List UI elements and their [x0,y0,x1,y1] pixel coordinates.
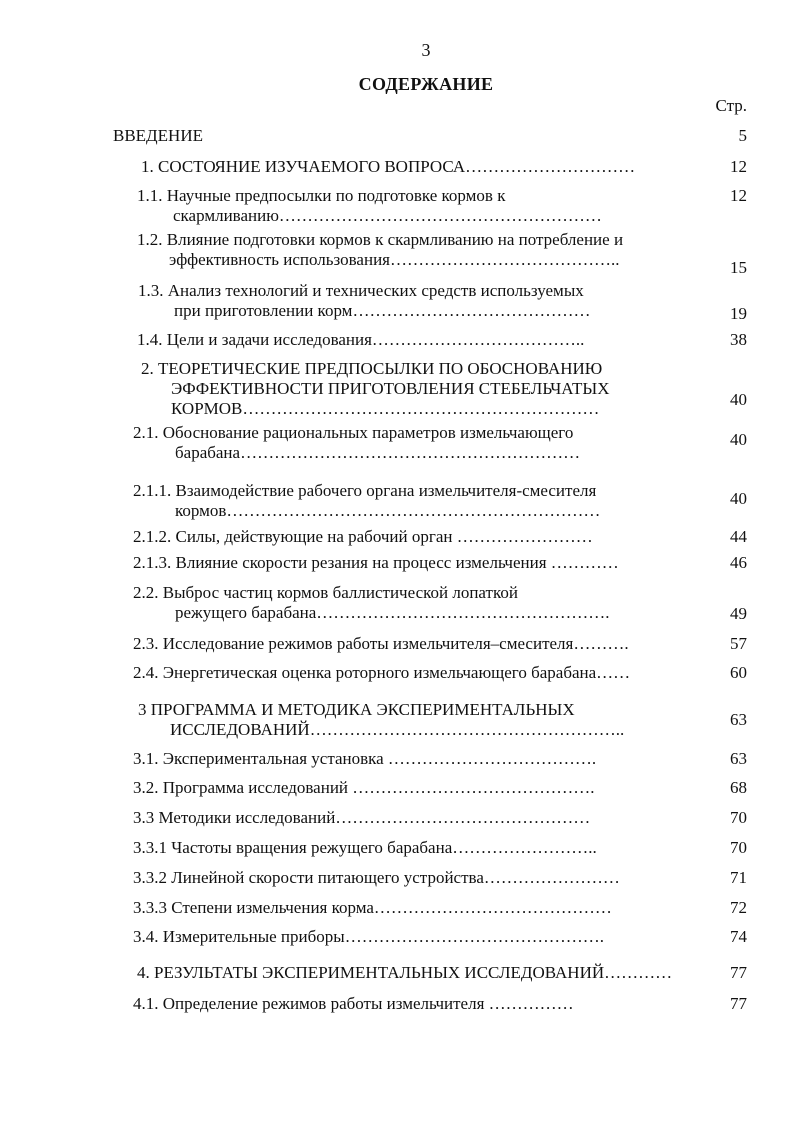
toc-entry-title-line: 2.1.1. Взаимодействие рабочего органа измельчителя-смесителя [133,481,597,500]
toc-entry-title: 3.2. Программа исследований ……………………………………. [133,778,595,797]
toc-entry-title: 3.3.1 Частоты вращения режущего барабана…………………….. [133,838,597,857]
toc-entry-3-3-3[interactable] [133,898,612,918]
toc-page-1-2: 15 [730,258,747,277]
toc-page-3-4: 74 [730,927,747,946]
toc-entry-title-line: при приготовлении корм…………………………………… [174,301,591,320]
toc-page-3-1: 63 [730,749,747,768]
toc-page-3-3-1: 70 [730,838,747,857]
toc-entry-3-3[interactable] [133,808,590,828]
toc-entry-title: 2.3. Исследование режимов работы измельчителя–смесителя………. [133,634,629,653]
toc-entry-2-1[interactable] [133,423,580,463]
toc-entry-3-3-1[interactable] [133,838,597,858]
toc-entry-2-2[interactable] [133,583,610,623]
toc-entry-title-line: 2. ТЕОРЕТИЧЕСКИЕ ПРЕДПОСЫЛКИ ПО ОБОСНОВАНИЮ [141,359,603,378]
toc-entry-title-line: эффективность использования………………………………….. [169,250,620,269]
toc-entry-2-3[interactable] [133,634,629,654]
toc-entry-4[interactable] [137,963,672,983]
toc-entry-title-line: 1.2. Влияние подготовки кормов к скармливанию на потребление и [137,230,624,249]
toc-page-1-4: 38 [730,330,747,349]
toc-page-3-3: 70 [730,808,747,827]
toc-page-4-1: 77 [730,994,747,1013]
toc-entry-title: 3.4. Измерительные приборы………………………………………. [133,927,604,946]
toc-entry-2-1-2[interactable] [133,527,593,547]
toc-entry-title-line: 2.1. Обоснование рациональных параметров измельчающего [133,423,574,442]
toc-entry-3-3-2[interactable] [133,868,620,888]
toc-page-3-3-3: 72 [730,898,747,917]
toc-entry-title: 1.4. Цели и задачи исследования……………………………….. [137,330,585,349]
toc-page-3: 63 [730,710,747,729]
toc-entry-title: 2.4. Энергетическая оценка роторного измельчающего барабана…… [133,663,631,682]
toc-entry-2-1-1[interactable] [133,481,600,521]
toc-entry-intro[interactable] [113,126,203,146]
toc-page-2-1-2: 44 [730,527,747,546]
toc-entry-title: 3.3 Методики исследований……………………………………… [133,808,591,827]
toc-entry-title-line: кормов………………………………………………………… [175,501,601,520]
toc-entry-3-2[interactable] [133,778,595,798]
toc-entry-title: 3.3.2 Линейной скорости питающего устройства…………………… [133,868,620,887]
page-number: 3 [421,40,431,60]
toc-entry-1-1[interactable] [137,186,602,226]
toc-entry-title: 2.1.3. Влияние скорости резания на процесс измельчения ………… [133,553,619,572]
toc-page-intro: 5 [738,126,747,145]
toc-entry-title: 4.1. Определение режимов работы измельчителя …………… [133,994,574,1013]
toc-page-1-3: 19 [730,304,747,323]
toc-entry-4-1[interactable] [133,994,574,1014]
toc-page-3-3-2: 71 [730,868,747,887]
toc-entry-title-line: КОРМОВ……………………………………………………… [171,399,600,418]
toc-page-3-2: 68 [730,778,747,797]
toc-entry-title-line: 1.1. Научные предпосылки по подготовке кормов к [137,186,506,205]
toc-page-1-1: 12 [730,186,747,205]
document-title: СОДЕРЖАНИЕ [358,74,494,94]
page-column-header: Стр. [715,96,747,115]
toc-page-2-3: 57 [730,634,747,653]
toc-page-4: 77 [730,963,747,982]
toc-entry-title-line: 3 ПРОГРАММА И МЕТОДИКА ЭКСПЕРИМЕНТАЛЬНЫХ [138,700,575,719]
toc-page-2-1: 40 [730,430,747,449]
toc-entry-3-1[interactable] [133,749,596,769]
toc-entry-3[interactable] [138,700,624,740]
toc-entry-1-4[interactable] [137,330,584,350]
toc-page-2-4: 60 [730,663,747,682]
toc-page-2-2: 49 [730,604,747,623]
toc-entry-1-3[interactable] [138,281,590,321]
toc-entry-title: ВВЕДЕНИЕ [113,126,203,145]
toc-entry-title-line: 2.2. Выброс частиц кормов баллистической лопаткой [133,583,518,602]
toc-entry-title-line: барабана…………………………………………………… [175,443,581,462]
toc-entry-title-line: 1.3. Анализ технологий и технических средств используемых [138,281,584,300]
toc-entry-1-2[interactable] [137,230,623,270]
toc-entry-title-line: режущего барабана……………………………………………. [175,603,610,622]
toc-entry-1[interactable] [141,157,635,177]
toc-entry-2[interactable] [141,359,610,419]
toc-page-1: 12 [730,157,747,176]
toc-entry-3-4[interactable] [133,927,604,947]
toc-entry-title: 3.3.3 Степени измельчения корма…………………………………… [133,898,612,917]
toc-entry-title: 3.1. Экспериментальная установка ………………………………. [133,749,597,768]
toc-page-2-1-1: 40 [730,489,747,508]
toc-page-2: 40 [730,390,747,409]
toc-entry-title-line: ИССЛЕДОВАНИЙ……………………………………………….. [170,720,625,739]
toc-entry-2-4[interactable] [133,663,630,683]
toc-entry-2-1-3[interactable] [133,553,619,573]
toc-page-2-1-3: 46 [730,553,747,572]
toc-entry-title: 2.1.2. Силы, действующие на рабочий орган …………………… [133,527,593,546]
toc-entry-title-line: ЭФФЕКТИВНОСТИ ПРИГОТОВЛЕНИЯ СТЕБЕЛЬЧАТЫХ [171,379,610,398]
toc-entry-title-line: скармливанию………………………………………………… [173,206,602,225]
toc-entry-title: 1. СОСТОЯНИЕ ИЗУЧАЕМОГО ВОПРОСА………………………… [141,157,636,176]
toc-entry-title: 4. РЕЗУЛЬТАТЫ ЭКСПЕРИМЕНТАЛЬНЫХ ИССЛЕДОВАНИЙ………… [137,963,673,982]
